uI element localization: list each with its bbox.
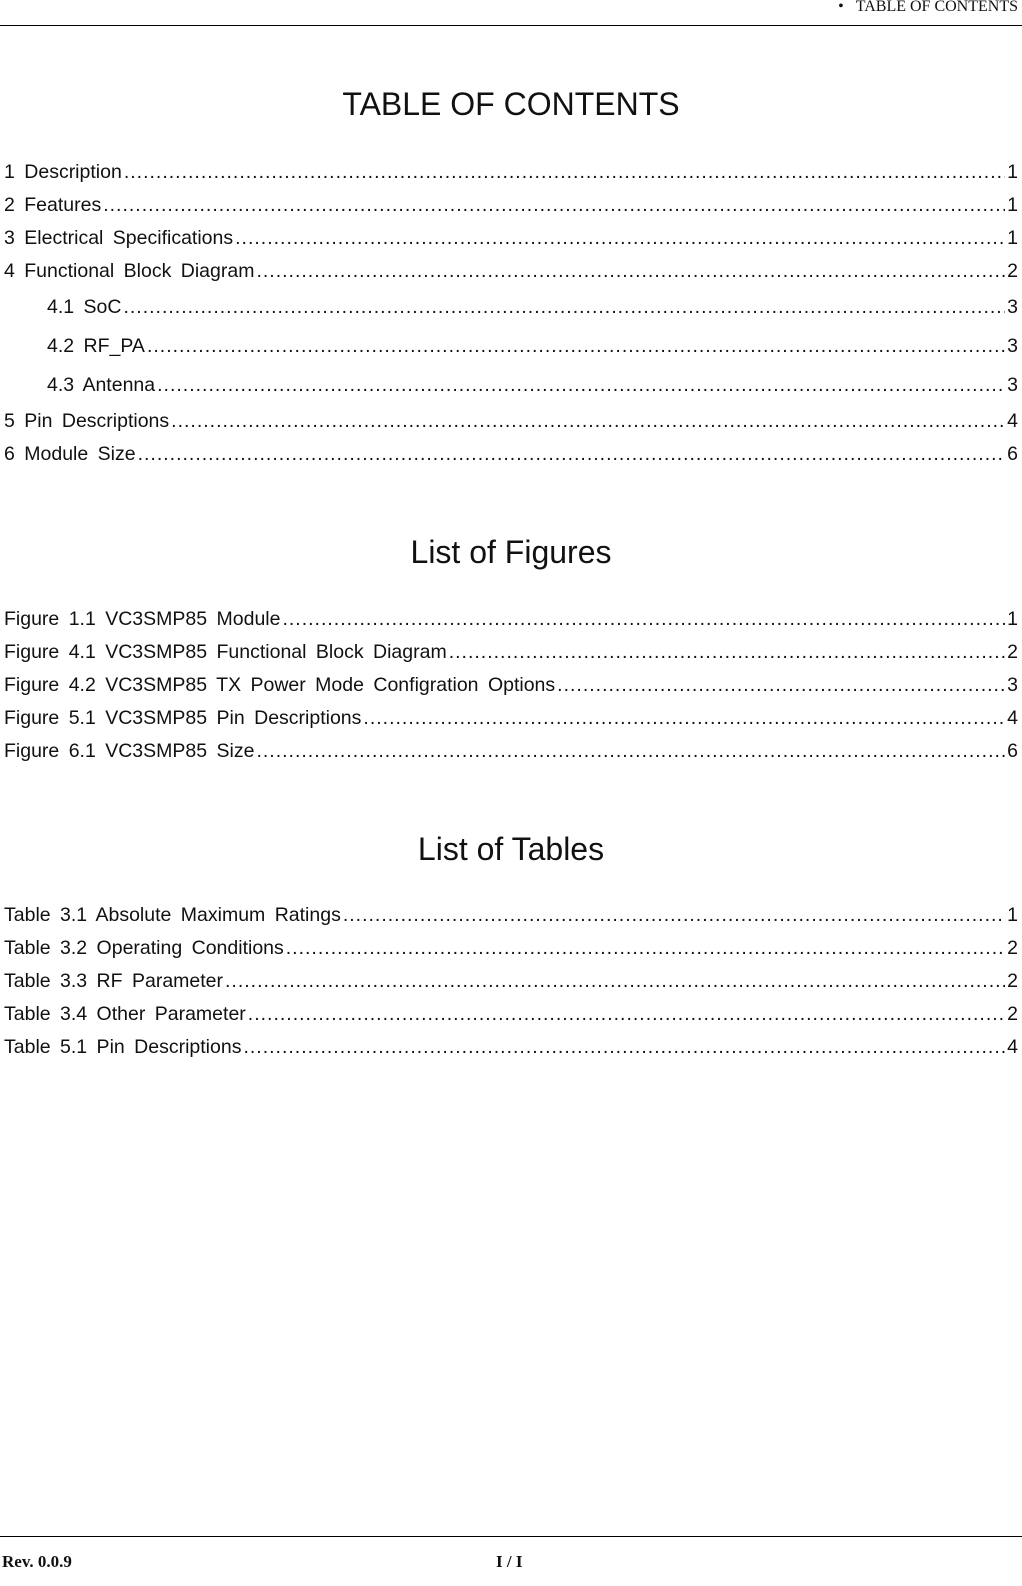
figures-list [4, 603, 1018, 768]
figure-entry[interactable] [4, 702, 1018, 735]
toc-entry[interactable] [4, 222, 1018, 255]
toc-entry-label: 2 Features [4, 194, 102, 216]
toc-entry-label: 4.1 SoC [47, 296, 122, 318]
dot-leader [248, 998, 1005, 1031]
toc-entry[interactable] [4, 405, 1018, 438]
tables-title: List of Tables [417, 831, 605, 867]
toc-entry-label: 1 Description [4, 161, 122, 183]
toc-entry[interactable] [4, 189, 1018, 222]
toc-title: TABLE OF CONTENTS [342, 86, 680, 122]
table-entry-label: Table 3.4 Other Parameter [4, 1003, 246, 1025]
table-entry[interactable] [4, 965, 1018, 998]
figures-title: List of Figures [410, 534, 612, 570]
table-entry[interactable] [4, 998, 1018, 1031]
figure-entry-label: Figure 5.1 VC3SMP85 Pin Descriptions [4, 707, 362, 729]
header-title: TABLE OF CONTENTS [855, 0, 1018, 15]
figure-entry-label: Figure 1.1 VC3SMP85 Module [4, 608, 281, 630]
toc-entry-label: 6 Module Size [4, 443, 136, 465]
toc-entry-page: 3 [1007, 335, 1018, 357]
figure-entry-page: 6 [1007, 740, 1018, 762]
toc-entry-label: 5 Pin Descriptions [4, 410, 170, 432]
toc-entry-label: 4.2 RF_PA [47, 335, 145, 357]
tables-list [4, 899, 1018, 1064]
toc-list [4, 156, 1018, 471]
figure-entry-page: 2 [1007, 641, 1018, 663]
table-entry-label: Table 3.3 RF Parameter [4, 970, 224, 992]
dot-leader [225, 965, 1005, 998]
figure-entry-page: 1 [1007, 608, 1018, 630]
dot-leader [282, 603, 1005, 636]
toc-entry-label: 4 Functional Block Diagram [4, 260, 255, 282]
table-entry-label: Table 3.2 Operating Conditions [4, 937, 284, 959]
table-entry-page: 1 [1007, 904, 1018, 926]
dot-leader [235, 222, 1005, 255]
figure-entry[interactable] [4, 603, 1018, 636]
page-header [0, 0, 1022, 26]
toc-entry-page: 2 [1007, 260, 1018, 282]
toc-subentry[interactable] [4, 288, 1018, 327]
toc-entry-label: 3 Electrical Specifications [4, 227, 234, 249]
dot-leader [363, 702, 1005, 735]
toc-entry-label: 4.3 Antenna [47, 374, 156, 396]
table-entry[interactable] [4, 899, 1018, 932]
dot-leader [171, 405, 1005, 438]
dot-leader [147, 327, 1005, 366]
table-entry-label: Table 5.1 Pin Descriptions [4, 1036, 242, 1058]
figure-entry[interactable] [4, 735, 1018, 768]
toc-entry[interactable] [4, 156, 1018, 189]
dot-leader [243, 1031, 1005, 1064]
dot-leader [256, 255, 1005, 288]
dot-leader [124, 156, 1005, 189]
table-entry[interactable] [4, 932, 1018, 965]
toc-entry-page: 6 [1007, 443, 1018, 465]
dot-leader [557, 669, 1005, 702]
toc-entry-page: 3 [1007, 296, 1018, 318]
toc-entry[interactable] [4, 255, 1018, 288]
toc-entry-page: 1 [1007, 161, 1018, 183]
dot-leader [343, 899, 1005, 932]
dot-leader [286, 932, 1005, 965]
figure-entry-page: 3 [1007, 674, 1018, 696]
table-entry-page: 2 [1007, 937, 1018, 959]
table-entry-page: 2 [1007, 970, 1018, 992]
figure-entry-page: 4 [1007, 707, 1018, 729]
figure-entry[interactable] [4, 669, 1018, 702]
table-entry-label: Table 3.1 Absolute Maximum Ratings [4, 904, 341, 926]
running-header [838, 0, 1018, 16]
header-bullet: • [838, 0, 844, 15]
dot-leader [256, 735, 1005, 768]
table-entry[interactable] [4, 1031, 1018, 1064]
table-entry-page: 4 [1007, 1036, 1018, 1058]
toc-subentry[interactable] [4, 327, 1018, 366]
figure-entry-label: Figure 4.2 VC3SMP85 TX Power Mode Configration Options [4, 674, 556, 696]
dot-leader [103, 189, 1005, 222]
toc-entry-page: 3 [1007, 374, 1018, 396]
toc-subentry[interactable] [4, 366, 1018, 405]
dot-leader [123, 288, 1005, 327]
toc-entry-page: 1 [1007, 227, 1018, 249]
page-footer [0, 1536, 1022, 1586]
table-entry-page: 2 [1007, 1003, 1018, 1025]
dot-leader [157, 366, 1005, 405]
figure-entry[interactable] [4, 636, 1018, 669]
dot-leader [138, 438, 1006, 471]
revision-label: Rev. 0.0.9 [2, 1552, 72, 1571]
toc-entry[interactable] [4, 438, 1018, 471]
figure-entry-label: Figure 6.1 VC3SMP85 Size [4, 740, 255, 762]
figure-entry-label: Figure 4.1 VC3SMP85 Functional Block Diagram [4, 641, 447, 663]
page-number: I / I [496, 1552, 523, 1571]
toc-entry-page: 4 [1007, 410, 1018, 432]
toc-entry-page: 1 [1007, 194, 1018, 216]
dot-leader [449, 636, 1005, 669]
